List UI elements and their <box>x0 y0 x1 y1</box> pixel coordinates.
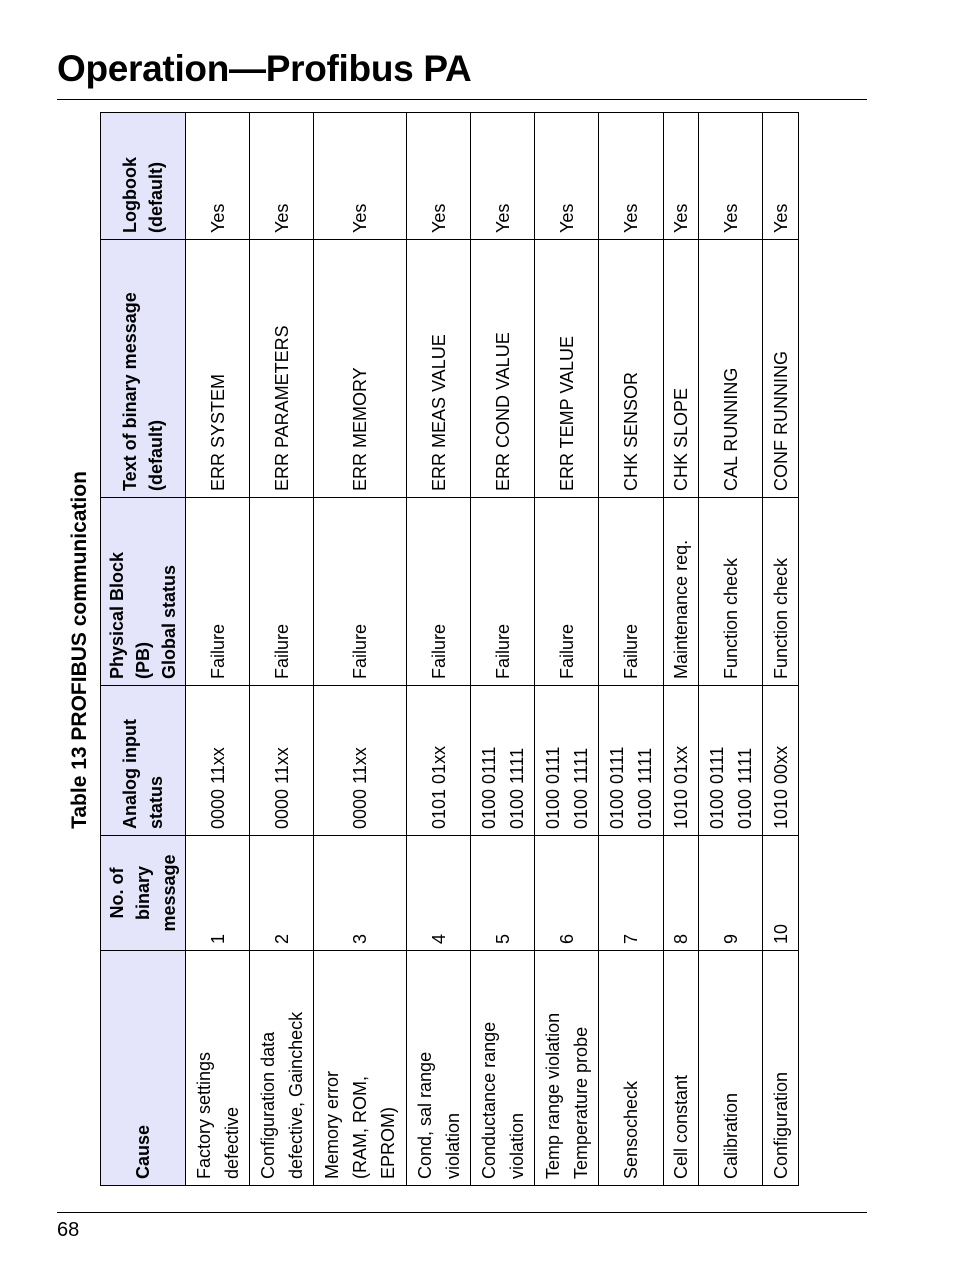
cell-global-status: Function check <box>699 498 763 686</box>
cause-line: (RAM, ROM, <box>350 1076 371 1179</box>
table-caption: Table 13 PROFIBUS communication <box>68 471 91 829</box>
table-row <box>535 113 599 1186</box>
cell-analog-status <box>471 686 535 836</box>
cause-line: Calibration <box>720 1092 741 1179</box>
cell-cause <box>599 951 663 1186</box>
cell-binary-text: CAL RUNNING <box>699 240 763 498</box>
header-divider <box>57 99 867 100</box>
cell-no: 7 <box>599 836 663 951</box>
cause-line: Factory settings <box>193 1051 214 1179</box>
analog-line: 0100 1111 <box>506 747 527 829</box>
table-row <box>699 113 763 1186</box>
header-cause <box>101 951 186 1186</box>
cell-global-status: Failure <box>535 498 599 686</box>
header-no-of-binary-message <box>101 836 186 951</box>
cause-line: Temp range violation <box>542 1012 563 1179</box>
cause-line: EPROM) <box>378 1107 399 1179</box>
cell-global-status: Failure <box>186 498 250 686</box>
analog-line: 0000 11xx <box>271 747 292 829</box>
analog-line: 0000 11xx <box>207 747 228 829</box>
cause-line: violation <box>506 1112 527 1179</box>
table-row <box>406 113 470 1186</box>
cell-cause <box>699 951 763 1186</box>
header-logbook-line2: (default) <box>146 162 166 233</box>
cell-analog-status <box>314 686 407 836</box>
cell-cause <box>314 951 407 1186</box>
cell-no: 10 <box>763 836 799 951</box>
cause-line: Cond, sal range <box>414 1051 435 1179</box>
cell-binary-text: ERR MEAS VALUE <box>406 240 470 498</box>
cell-analog-status <box>406 686 470 836</box>
cell-binary-text: CHK SLOPE <box>663 240 699 498</box>
page-number: 68 <box>57 1219 80 1241</box>
cause-line: Cell constant <box>670 1074 691 1179</box>
cell-logbook: Yes <box>250 113 314 240</box>
cause-line: violation <box>442 1112 463 1179</box>
analog-line: 0100 0111 <box>478 746 499 829</box>
cell-binary-text: ERR MEMORY <box>314 240 407 498</box>
cell-logbook: Yes <box>314 113 407 240</box>
cause-line: Memory error <box>322 1070 343 1179</box>
cell-logbook: Yes <box>186 113 250 240</box>
cell-cause <box>250 951 314 1186</box>
status-text: Maintenance req. <box>670 539 691 679</box>
cell-analog-status <box>663 686 699 836</box>
cell-cause <box>535 951 599 1186</box>
cell-logbook: Yes <box>599 113 663 240</box>
profibus-table-wrapper <box>100 113 799 1186</box>
analog-line: 0100 0111 <box>606 746 627 829</box>
analog-line: 0100 1111 <box>734 747 755 829</box>
cell-cause <box>406 951 470 1186</box>
analog-line: 1010 00xx <box>770 745 791 829</box>
cell-no: 3 <box>314 836 407 951</box>
cell-analog-status <box>763 686 799 836</box>
header-analog-input-status <box>101 686 186 836</box>
header-analog-line2: status <box>146 775 166 829</box>
table-row <box>186 113 250 1186</box>
table-row <box>663 113 699 1186</box>
cell-logbook: Yes <box>471 113 535 240</box>
profibus-communication-table <box>100 112 799 1186</box>
table-row <box>250 113 314 1186</box>
cause-line: Temperature probe <box>570 1026 591 1179</box>
cell-global-status: Failure <box>599 498 663 686</box>
header-text-line1: Text of binary message <box>120 292 140 491</box>
cell-no: 8 <box>663 836 699 951</box>
cell-logbook: Yes <box>535 113 599 240</box>
cell-binary-text: CHK SENSOR <box>599 240 663 498</box>
cell-analog-status <box>250 686 314 836</box>
cell-logbook: Yes <box>763 113 799 240</box>
analog-line: 0000 11xx <box>350 747 371 829</box>
header-cause-label: Cause <box>133 1124 153 1179</box>
header-pb-line2: (PB) <box>133 642 153 679</box>
header-pb-line3: Global status <box>159 564 179 679</box>
cause-line: Sensocheck <box>620 1080 641 1179</box>
cell-global-status <box>663 498 699 686</box>
cell-cause <box>186 951 250 1186</box>
header-logbook <box>101 113 186 240</box>
cause-line: Configuration data <box>257 1031 278 1179</box>
header-text-line2: (default) <box>146 420 166 491</box>
page-title: Operation—Profibus PA <box>57 48 472 89</box>
cell-analog-status <box>186 686 250 836</box>
analog-line: 0101 01xx <box>428 745 449 829</box>
cell-logbook: Yes <box>699 113 763 240</box>
cell-analog-status <box>599 686 663 836</box>
header-no-line1: No. of <box>107 867 127 919</box>
footer-divider <box>57 1212 867 1213</box>
cell-binary-text: ERR TEMP VALUE <box>535 240 599 498</box>
cell-binary-text: ERR PARAMETERS <box>250 240 314 498</box>
analog-line: 0100 1111 <box>634 747 655 829</box>
cell-no: 5 <box>471 836 535 951</box>
analog-line: 0100 1111 <box>570 747 591 829</box>
cell-cause <box>763 951 799 1186</box>
cell-cause <box>471 951 535 1186</box>
analog-line: 0100 0111 <box>542 746 563 829</box>
cause-line: Configuration <box>770 1071 791 1179</box>
table-row <box>314 113 407 1186</box>
analog-line: 0100 0111 <box>706 746 727 829</box>
header-logbook-line1: Logbook <box>120 157 140 233</box>
cell-global-status: Failure <box>250 498 314 686</box>
cell-global-status: Failure <box>406 498 470 686</box>
cell-no: 4 <box>406 836 470 951</box>
table-row <box>763 113 799 1186</box>
table-row <box>471 113 535 1186</box>
cell-cause <box>663 951 699 1186</box>
cell-binary-text: CONF RUNNING <box>763 240 799 498</box>
cell-logbook: Yes <box>406 113 470 240</box>
cell-global-status: Failure <box>471 498 535 686</box>
cell-binary-text: ERR COND VALUE <box>471 240 535 498</box>
header-no-line2: binary <box>133 865 153 921</box>
cell-no: 2 <box>250 836 314 951</box>
cell-no: 9 <box>699 836 763 951</box>
header-pb-line1: Physical Block <box>107 551 127 679</box>
cell-no: 6 <box>535 836 599 951</box>
cause-line: defective, Gaincheck <box>285 1011 306 1179</box>
table-row <box>599 113 663 1186</box>
analog-line: 1010 01xx <box>670 745 691 829</box>
header-no-line3: message <box>159 854 179 932</box>
cause-line: Conductance range <box>478 1021 499 1179</box>
cause-line: defective <box>221 1106 242 1179</box>
header-text-of-binary-message <box>101 240 186 498</box>
cell-analog-status <box>699 686 763 836</box>
header-analog-line1: Analog input <box>120 719 140 829</box>
cell-global-status: Failure <box>314 498 407 686</box>
cell-no: 1 <box>186 836 250 951</box>
cell-analog-status <box>535 686 599 836</box>
cell-logbook: Yes <box>663 113 699 240</box>
cell-global-status: Function check <box>763 498 799 686</box>
header-physical-block <box>101 498 186 686</box>
cell-binary-text: ERR SYSTEM <box>186 240 250 498</box>
table-header-row <box>101 113 186 1186</box>
